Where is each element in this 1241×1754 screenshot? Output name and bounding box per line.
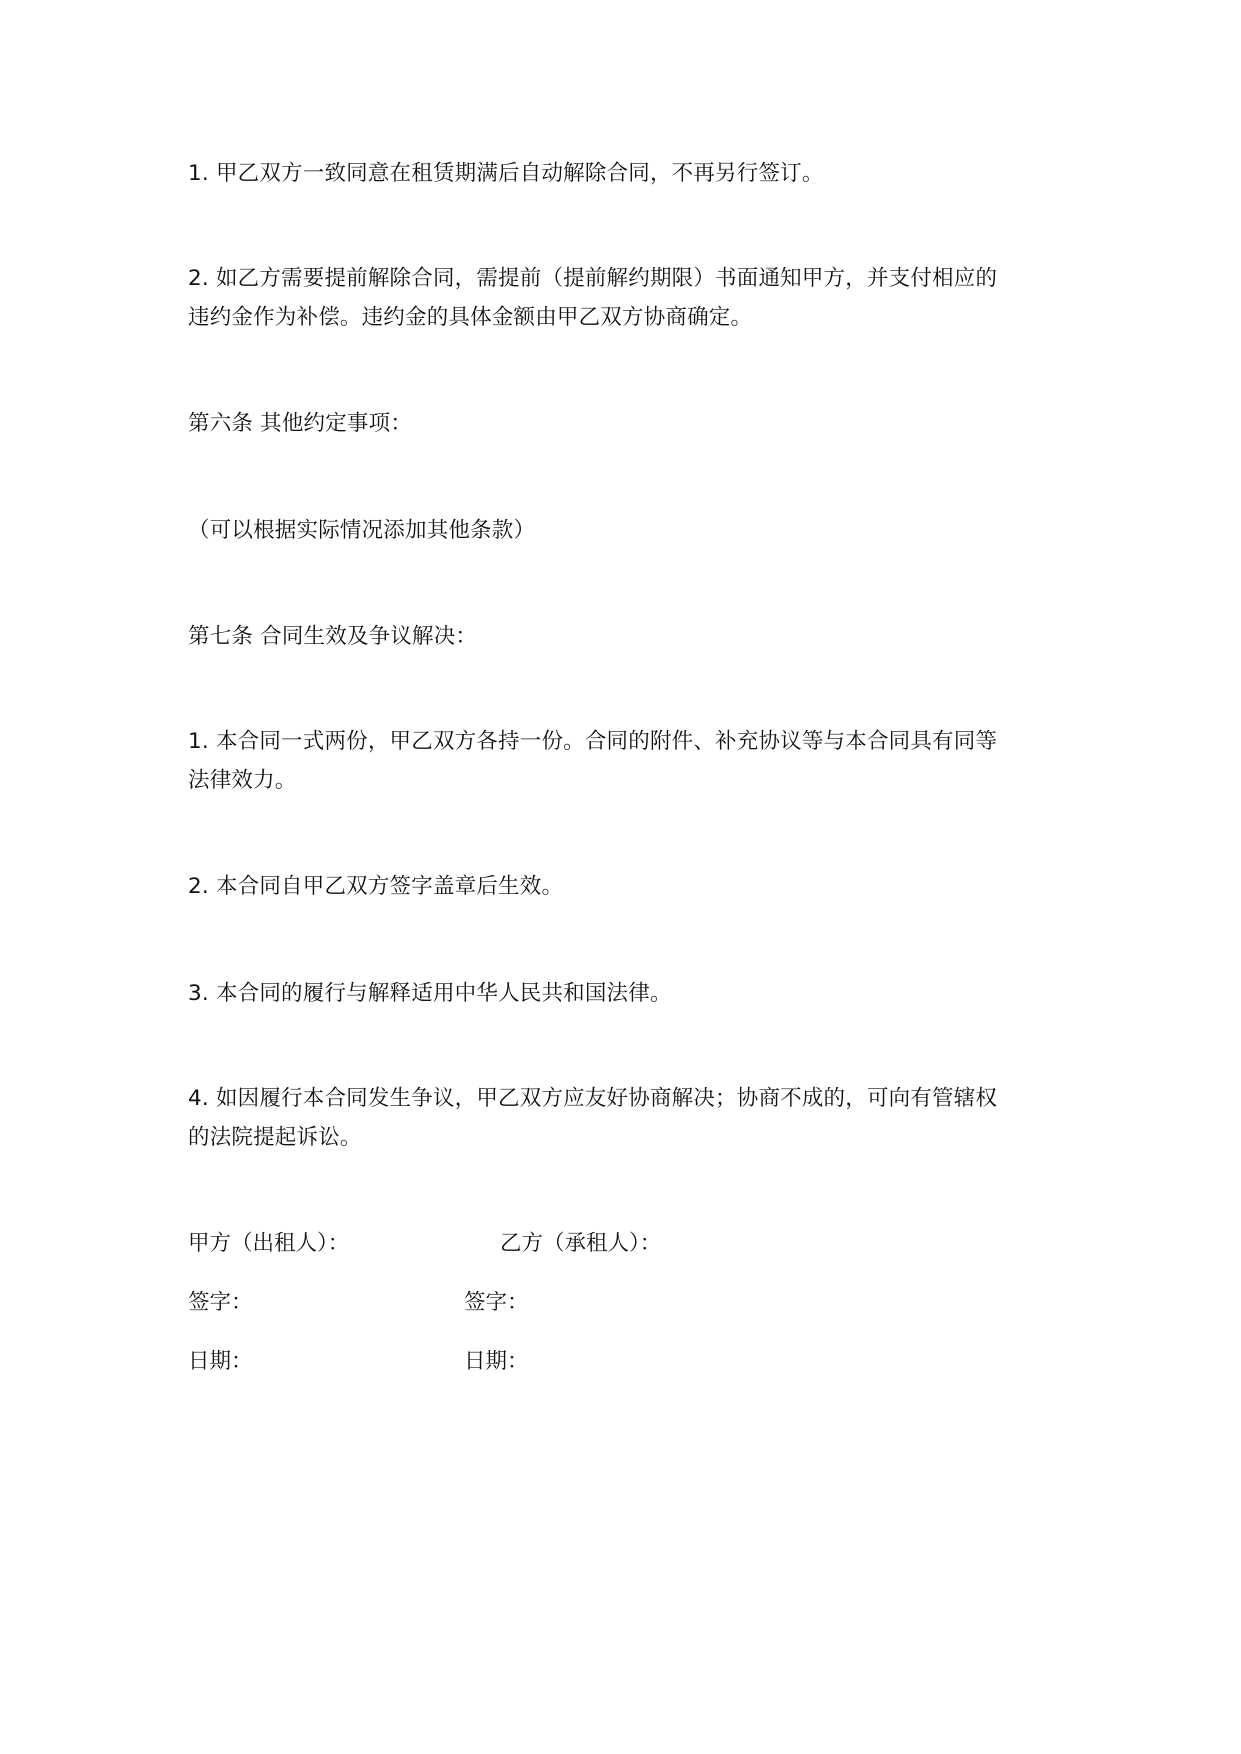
termination-item-1: 1. 甲乙双方一致同意在租赁期满后自动解除合同，不再另行签订。 [188,161,824,186]
article-6-heading: 第六条 其他约定事项： [188,411,413,436]
date-b-label: 日期： [464,1349,529,1374]
party-b-label: 乙方（承租人）： [500,1231,662,1256]
signature-b-label: 签字： [464,1290,529,1315]
article-7-item-2: 2. 本合同自甲乙双方签字盖章后生效。 [188,874,564,899]
date-a-label: 日期： [188,1349,253,1374]
article-7-item-1-line-1: 1. 本合同一式两份，甲乙双方各持一份。合同的附件、补充协议等与本合同具有同等 [188,729,998,754]
signature-a-label: 签字： [188,1290,253,1315]
article-7-item-3: 3. 本合同的履行与解释适用中华人民共和国法律。 [188,981,672,1006]
article-7-item-1-line-2: 法律效力。 [188,768,297,793]
article-7-item-4-line-2: 的法院提起诉讼。 [188,1125,362,1150]
article-6-note: （可以根据实际情况添加其他条款） [188,518,536,543]
party-a-label: 甲方（出租人）： [188,1231,350,1256]
article-7-heading: 第七条 合同生效及争议解决： [188,624,478,649]
termination-item-2-line-2: 违约金作为补偿。违约金的具体金额由甲乙双方协商确定。 [188,305,753,330]
termination-item-2-line-1: 2. 如乙方需要提前解除合同，需提前（提前解约期限）书面通知甲方，并支付相应的 [188,266,998,291]
article-7-item-4-line-1: 4. 如因履行本合同发生争议，甲乙双方应友好协商解决；协商不成的，可向有管辖权 [188,1086,998,1111]
